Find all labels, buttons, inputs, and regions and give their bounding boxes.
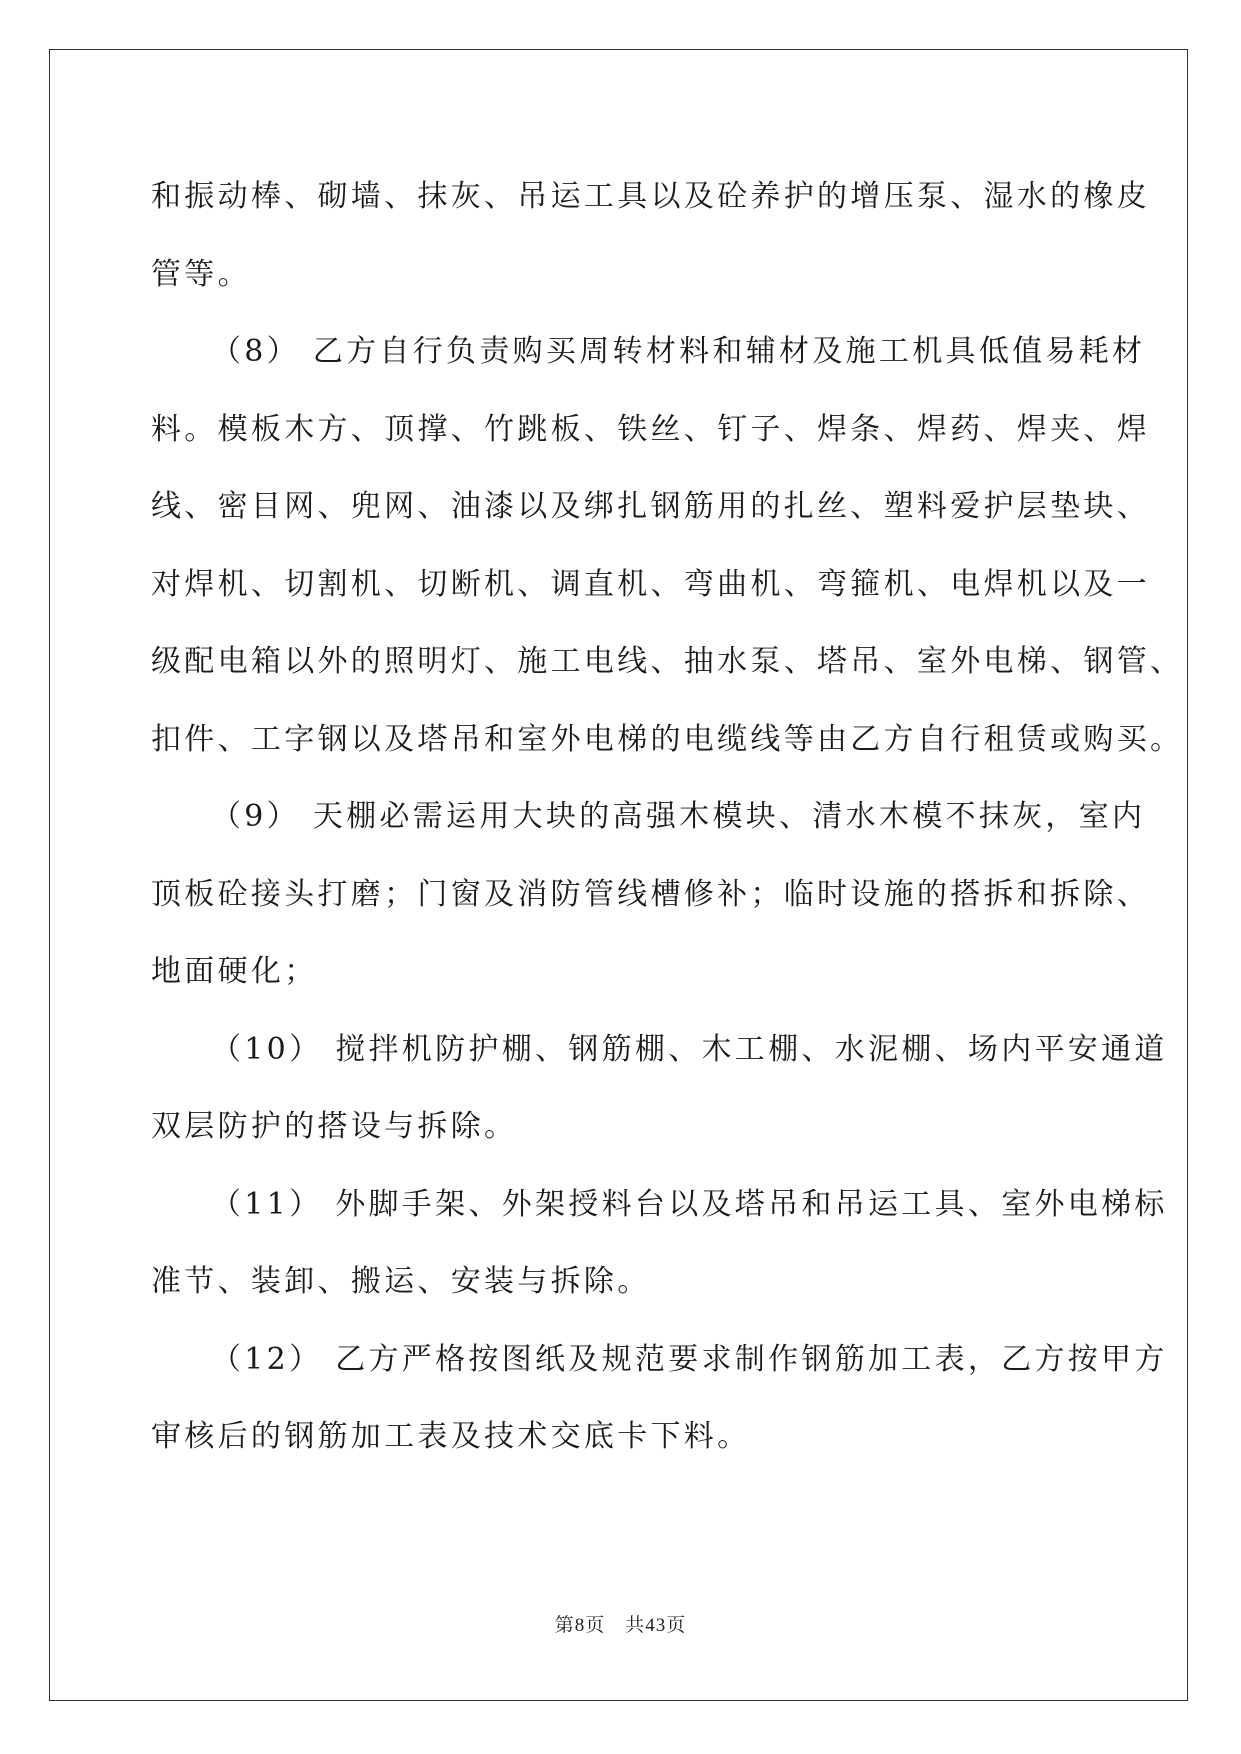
text-line: 和振动棒、砌墙、抹灰、吊运工具以及砼养护的增压泵、湿水的橡皮 bbox=[151, 179, 1150, 214]
paragraph-item-9 bbox=[151, 778, 1150, 1011]
text-line: 顶板砼接头打磨；门窗及消防管线槽修补；临时设施的搭拆和拆除、 bbox=[151, 876, 1150, 912]
paragraph-item-12 bbox=[151, 1321, 1168, 1476]
paragraph-continuation bbox=[151, 158, 1150, 313]
text-line: （11） 外脚手架、外架授料台以及塔吊和吊运工具、室外电梯标 bbox=[211, 1186, 1168, 1222]
text-line: 准节、装卸、搬运、安装与拆除。 bbox=[151, 1264, 651, 1299]
text-line: （9） 天棚必需运用大块的高强木模块、清水木模不抹灰，室内 bbox=[211, 799, 1146, 834]
text-line: 管等。 bbox=[151, 256, 251, 292]
text-line: 线、密目网、兜网、油漆以及绑扎钢筋用的扎丝、塑料爱护层垫块、 bbox=[151, 489, 1150, 524]
text-line: （12） 乙方严格按图纸及规范要求制作钢筋加工表，乙方按甲方 bbox=[211, 1341, 1168, 1377]
text-line: 扣件、工字钢以及塔吊和室外电梯的电缆线等由乙方自行租赁或购买。 bbox=[151, 721, 1184, 757]
text-line: 料。模板木方、顶撑、竹跳板、铁丝、钉子、焊条、焊药、焊夹、焊 bbox=[151, 411, 1150, 447]
text-line: 级配电箱以外的照明灯、施工电线、抽水泵、塔吊、室外电梯、钢管、 bbox=[151, 644, 1184, 679]
document-body bbox=[151, 158, 1184, 1476]
page-number-footer: 第8页 共43页 bbox=[554, 1615, 687, 1636]
paragraph-item-11 bbox=[151, 1166, 1168, 1321]
text-line: （10） 搅拌机防护棚、钢筋棚、木工棚、水泥棚、场内平安通道 bbox=[211, 1031, 1168, 1067]
text-line: 双层防护的搭设与拆除。 bbox=[151, 1109, 518, 1144]
paragraph-item-8 bbox=[151, 313, 1184, 778]
text-line: 地面硬化； bbox=[151, 954, 318, 989]
paragraph-item-10 bbox=[151, 1011, 1168, 1166]
text-line: （8） 乙方自行负责购买周转材料和辅材及施工机具低值易耗材 bbox=[211, 334, 1146, 369]
text-line: 审核后的钢筋加工表及技术交底卡下料。 bbox=[151, 1419, 751, 1454]
text-line: 对焊机、切割机、切断机、调直机、弯曲机、弯箍机、电焊机以及一 bbox=[151, 566, 1150, 602]
